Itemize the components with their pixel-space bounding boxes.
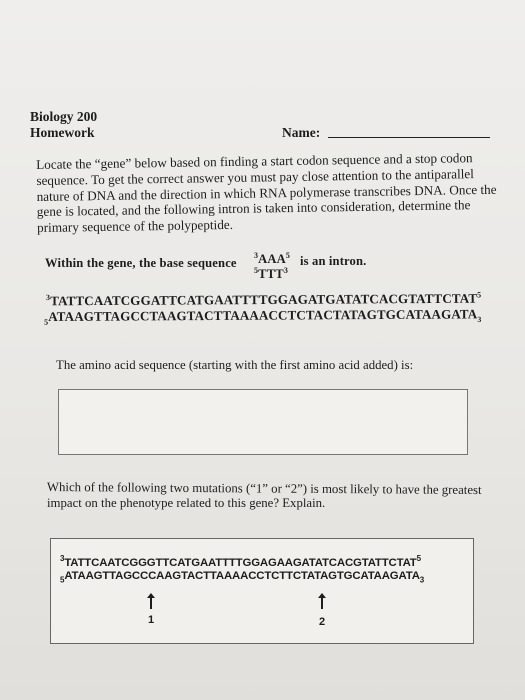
intron-top-strand: $^3$AAA$^5$: [254, 251, 291, 267]
intron-statement-prefix: Within the gene, the base sequence: [45, 256, 237, 270]
mutation-2-label: 2: [319, 616, 326, 628]
mutation-question-line: Which of the following two mutations (“1” or “2”) is most likely to have the greatest: [46, 480, 482, 498]
intron-bottom-strand: $^5$TTT$^3$: [254, 266, 288, 282]
instruction-line: Locate the “gene” below based on finding a start codon sequence and a stop codon: [36, 150, 473, 172]
mutation-1-label: 1: [148, 614, 155, 626]
gene-bottom-strand: $_5ATAAGTTAGCCTAAGTACTTAAAACCTCTACTATAGTGCATAAGATA_3$: [44, 306, 482, 327]
name-field[interactable]: [328, 137, 490, 138]
gene-top-strand: $^3$TATTCAATCGGATTCATGAATTTTGGAGATGATATCACGTATTCTAT$^5$: [46, 290, 482, 309]
assignment-type: Homework: [30, 125, 95, 140]
mutation-bottom-strand: $_5ATAAGTTAGCCCAAGTACTTAAAACCTCTTCTATAGTGCATAAGATA_3$: [60, 570, 425, 585]
mutation-2-arrow-icon: [317, 592, 327, 610]
instructions-paragraph: [36, 149, 517, 236]
instruction-line: gene is located, and the following intron is taken into consideration, determine the: [36, 197, 471, 220]
intron-statement-suffix: is an intron.: [300, 254, 367, 268]
amino-acid-question: The amino acid sequence (starting with the first amino acid added) is:: [56, 358, 414, 372]
mutation-top-strand: $^3$TATTCAATCGGGTTCATGAATTTTGGAGAAGATATCACGTATTCTAT$^5$: [60, 554, 421, 569]
mutation-1-arrow-icon: [146, 592, 156, 610]
instruction-line: nature of DNA and the direction in which RNA polymerase transcribes DNA. Once the: [36, 181, 497, 204]
name-label: Name:: [282, 125, 321, 140]
instruction-line: sequence. To get the correct answer you must pay close attention to the antiparallel: [36, 165, 474, 188]
course-title: Biology 200: [30, 109, 98, 124]
instruction-line: primary sequence of the polypeptide.: [36, 217, 234, 236]
mutation-question-line: impact on the phenotype related to this gene? Explain.: [47, 496, 326, 510]
amino-acid-answer-box[interactable]: [58, 389, 468, 455]
